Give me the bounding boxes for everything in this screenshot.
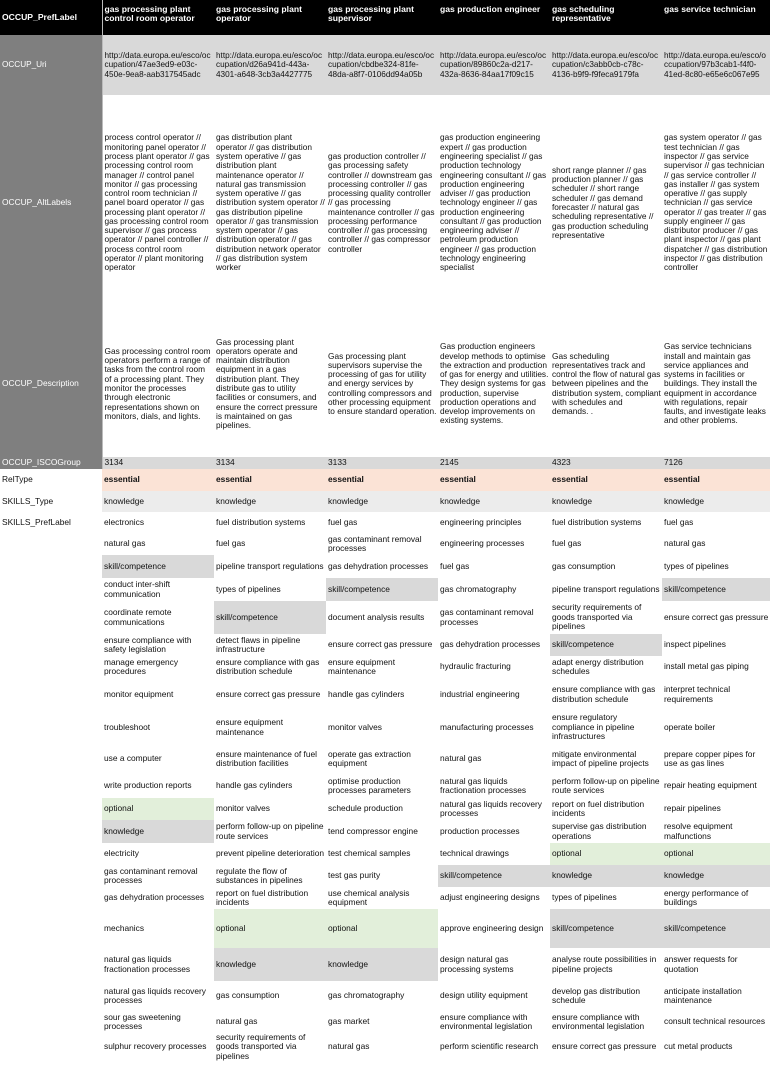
skill-cell: knowledge xyxy=(326,948,438,981)
skill-type: knowledge xyxy=(102,491,214,512)
skill-cell: skill/competence xyxy=(550,909,662,948)
skill-cell: design natural gas processing systems xyxy=(440,954,514,974)
skill-cell: types of pipelines xyxy=(216,583,281,594)
occupation-isco-group: 3134 xyxy=(102,457,214,469)
row-label-skills-pref xyxy=(0,865,102,887)
skill-row xyxy=(0,512,770,533)
skill-cell: security requirements of goods transported via pipelines xyxy=(216,1033,306,1061)
skill-cell: report on fuel distribution incidents xyxy=(216,887,309,907)
skill-cell: gas dehydration processes xyxy=(104,892,205,903)
skill-cell: skill/competence xyxy=(438,865,550,887)
skill-cell: natural gas xyxy=(216,1016,258,1027)
skill-cell: ensure compliance with gas distribution schedule xyxy=(552,684,656,704)
skill-cell: technical drawings xyxy=(440,848,509,859)
skill-cell: ensure compliance with gas distribution schedule xyxy=(216,656,320,676)
occupation-description: Gas processing control room operators perform a range of tasks from the control room of a processing plant. They monitor the processes through electronic representations shown on monitors, dials, and lights. xyxy=(102,311,214,457)
skill-cell: hydraulic fracturing xyxy=(440,661,511,672)
skill-cell: gas contaminant removal processes xyxy=(328,533,422,553)
skill-cell: handle gas cylinders xyxy=(216,780,293,791)
skill-cell: manufacturing processes xyxy=(440,721,534,732)
isco-row xyxy=(0,457,770,469)
skill-cell: natural gas liquids fractionation processes xyxy=(104,954,191,974)
skill-cell: knowledge xyxy=(550,865,662,887)
skill-cell: types of pipelines xyxy=(664,560,729,571)
occupation-pref-label: gas production engineer xyxy=(438,0,550,35)
skill-cell: consult technical resources xyxy=(664,1016,766,1027)
skill-cell: production processes xyxy=(440,825,520,836)
skill-cell: schedule production xyxy=(328,803,403,814)
occupation-uri: http://data.europa.eu/esco/occupation/d26a941d-443a-4301-a648-3cb3a4427775 xyxy=(214,35,326,95)
row-label-skills-pref xyxy=(0,678,102,711)
skill-cell: mitigate environmental impact of pipeline projects xyxy=(552,748,649,768)
skill-row xyxy=(0,887,770,909)
skill-row xyxy=(0,744,770,774)
skill-cell: mechanics xyxy=(104,922,145,933)
skill-cell: gas dehydration processes xyxy=(440,639,541,650)
skill-cell: skill/competence xyxy=(662,909,770,948)
row-label-skills-pref xyxy=(0,1011,102,1033)
reltype-row xyxy=(0,469,770,491)
skills-type-row xyxy=(0,491,770,512)
skill-cell: prevent pipeline deterioration xyxy=(216,848,325,859)
skill-cell: prepare copper pipes for use as gas lines xyxy=(664,748,756,768)
skill-type: knowledge xyxy=(438,491,550,512)
skill-cell: fuel gas xyxy=(328,516,358,527)
row-label-skills-pref xyxy=(0,711,102,744)
occupation-pref-label: gas processing plant control room operator xyxy=(102,0,214,35)
skill-cell: analyse route possibilities in pipeline projects xyxy=(552,954,657,974)
skill-cell: gas chromatography xyxy=(440,583,517,594)
skill-cell: resolve equipment malfunctions xyxy=(664,821,733,841)
occupation-uri: http://data.europa.eu/esco/occupation/89860c2a-d217-432a-8636-84aa17f09c15 xyxy=(438,35,550,95)
skill-cell: energy performance of buildings xyxy=(664,887,749,907)
skill-cell: electronics xyxy=(104,516,145,527)
skill-cell: operate boiler xyxy=(664,721,716,732)
relation-type: essential xyxy=(326,469,438,491)
skill-row xyxy=(0,1011,770,1033)
skill-cell: troubleshoot xyxy=(104,721,151,732)
occupation-uri: http://data.europa.eu/esco/occupation/cbdbe324-81fe-48da-a8f7-0106dd94a05b xyxy=(326,35,438,95)
skill-cell: design utility equipment xyxy=(440,990,528,1001)
skill-row xyxy=(0,656,770,678)
skill-cell: fuel gas xyxy=(216,538,246,549)
occupation-description: Gas processing plant supervisors supervise the processing of gas for utility and energy services by controlling compressors and other processing equipment to ensure standard operation. xyxy=(326,311,438,457)
skill-type: knowledge xyxy=(326,491,438,512)
skill-cell: natural gas xyxy=(440,753,482,764)
skill-cell: test chemical samples xyxy=(328,848,411,859)
row-label-skills-pref xyxy=(0,774,102,798)
skill-row xyxy=(0,909,770,948)
skill-row xyxy=(0,820,770,843)
skill-cell: monitor equipment xyxy=(104,688,174,699)
occupation-alt-labels: gas production controller // gas processing safety controller // downstream gas processing controller // gas processing quality controller // gas processing maintenance controller // gas processing performance controller // gas processing controller // gas compressor controller xyxy=(326,95,438,311)
skill-cell: document analysis results xyxy=(328,611,425,622)
skill-cell: develop gas distribution schedule xyxy=(552,985,640,1005)
row-label-skills-pref xyxy=(0,634,102,656)
skill-cell: regulate the flow of substances in pipelines xyxy=(216,865,303,885)
row-label-skills-pref xyxy=(0,820,102,843)
skill-cell: gas contaminant removal processes xyxy=(104,865,198,885)
row-label-stype: SKILLS_Type xyxy=(0,491,102,512)
skill-cell: gas consumption xyxy=(552,560,616,571)
skill-cell: industrial engineering xyxy=(440,688,520,699)
relation-type: essential xyxy=(550,469,662,491)
relation-type: essential xyxy=(102,469,214,491)
skill-row xyxy=(0,601,770,634)
skill-cell: operate gas extraction equipment xyxy=(328,748,411,768)
row-label-skills-pref: SKILLS_PrefLabel xyxy=(0,512,102,533)
skill-cell: engineering processes xyxy=(440,538,525,549)
skill-cell: detect flaws in pipeline infrastructure xyxy=(216,634,301,654)
row-label-skills-pref xyxy=(0,887,102,909)
skill-type: knowledge xyxy=(662,491,770,512)
relation-type: essential xyxy=(214,469,326,491)
skill-cell: ensure correct gas pressure xyxy=(664,611,769,622)
skill-cell: engineering principles xyxy=(440,516,522,527)
row-label-pref: OCCUP_PrefLabel xyxy=(0,0,102,35)
skill-cell: pipeline transport regulations xyxy=(552,583,660,594)
skill-cell: fuel distribution systems xyxy=(552,516,642,527)
skill-cell: natural gas xyxy=(104,538,146,549)
row-label-rel: RelType xyxy=(0,469,102,491)
occupation-description: Gas service technicians install and maintain gas service appliances and systems in facilities or buildings. They install the equipment in accordance with regulations, repair faults, and investigate leaks and other problems. xyxy=(662,311,770,457)
occupation-uri: http://data.europa.eu/esco/occupation/47ae3ed9-e03c-450e-9ea8-aab317545adc xyxy=(102,35,214,95)
skill-cell: answer requests for quotation xyxy=(664,954,738,974)
skill-cell: optional xyxy=(214,909,326,948)
skill-row xyxy=(0,948,770,981)
skill-cell: natural gas xyxy=(328,1041,370,1052)
skill-cell: ensure equipment maintenance xyxy=(216,717,284,737)
skill-cell: skill/competence xyxy=(214,601,326,634)
skill-cell: pipeline transport regulations xyxy=(216,560,324,571)
skill-row xyxy=(0,798,770,820)
skill-cell: skill/competence xyxy=(102,555,214,578)
row-label-skills-pref xyxy=(0,843,102,865)
skill-cell: tend compressor engine xyxy=(328,825,418,836)
skill-cell: gas market xyxy=(328,1016,370,1027)
skill-cell: ensure maintenance of fuel distribution facilities xyxy=(216,748,318,768)
occupation-uri: http://data.europa.eu/esco/occupation/c3abb0cb-c78c-4136-b9f9-f9feca9179fa xyxy=(550,35,662,95)
skill-cell: security requirements of goods transported via pipelines xyxy=(552,602,642,632)
skill-cell: ensure correct gas pressure xyxy=(328,639,433,650)
skill-cell: optional xyxy=(326,909,438,948)
occupation-isco-group: 2145 xyxy=(438,457,550,469)
skill-cell: fuel gas xyxy=(664,516,694,527)
skill-cell: conduct inter-shift communication xyxy=(104,579,171,599)
skill-cell: ensure compliance with safety legislation xyxy=(104,634,192,654)
skill-cell: gas contaminant removal processes xyxy=(440,607,534,627)
occupation-isco-group: 3134 xyxy=(214,457,326,469)
skill-cell: manage emergency procedures xyxy=(104,656,179,676)
skill-cell: interpret technical requirements xyxy=(664,684,731,704)
skill-cell: cut metal products xyxy=(664,1041,733,1052)
skill-cell: monitor valves xyxy=(216,803,270,814)
skill-cell: adapt energy distribution schedules xyxy=(552,656,644,676)
occupation-isco-group: 4323 xyxy=(550,457,662,469)
skill-cell: install metal gas piping xyxy=(664,661,749,672)
relation-type: essential xyxy=(438,469,550,491)
occupation-pref-label: gas processing plant supervisor xyxy=(326,0,438,35)
description-row xyxy=(0,311,770,457)
skill-cell: adjust engineering designs xyxy=(440,892,540,903)
row-label-isco: OCCUP_ISCOGroup xyxy=(0,457,102,469)
skill-cell: gas dehydration processes xyxy=(328,560,429,571)
skill-cell: use a computer xyxy=(104,753,162,764)
row-label-desc: OCCUP_Description xyxy=(0,311,102,457)
skill-cell: optional xyxy=(662,843,770,865)
skill-cell: approve engineering design xyxy=(440,922,544,933)
skill-cell: anticipate installation maintenance xyxy=(664,985,742,1005)
skill-row xyxy=(0,678,770,711)
skill-cell: skill/competence xyxy=(550,634,662,656)
skill-row xyxy=(0,634,770,656)
skill-cell: natural gas xyxy=(664,538,706,549)
skill-cell: fuel gas xyxy=(440,560,470,571)
skill-row xyxy=(0,1033,770,1061)
occupation-description: Gas scheduling representatives track and control the flow of natural gas between pipelines and the distribution system, compliant with schedules and demands. . xyxy=(550,311,662,457)
row-label-skills-pref xyxy=(0,1033,102,1061)
relation-type: essential xyxy=(662,469,770,491)
row-label-skills-pref xyxy=(0,798,102,820)
occupation-isco-group: 7126 xyxy=(662,457,770,469)
uri-row xyxy=(0,35,770,95)
skill-cell: sulphur recovery processes xyxy=(104,1041,207,1052)
skill-cell: repair pipelines xyxy=(664,803,721,814)
skill-cell: perform scientific research xyxy=(440,1041,539,1052)
skill-cell: use chemical analysis equipment xyxy=(328,887,410,907)
row-label-skills-pref xyxy=(0,601,102,634)
skill-cell: fuel gas xyxy=(552,538,582,549)
skill-cell: perform follow-up on pipeline route services xyxy=(216,821,324,841)
skill-cell: write production reports xyxy=(104,780,192,791)
row-label-skills-pref xyxy=(0,948,102,981)
skill-cell: ensure compliance with environmental legislation xyxy=(552,1011,645,1031)
row-label-skills-pref xyxy=(0,533,102,555)
row-label-skills-pref xyxy=(0,656,102,678)
skill-cell: repair heating equipment xyxy=(664,780,757,791)
skill-cell: fuel distribution systems xyxy=(216,516,306,527)
row-label-skills-pref xyxy=(0,909,102,948)
skill-row xyxy=(0,533,770,555)
row-label-uri: OCCUP_Uri xyxy=(0,35,102,95)
skill-cell: optional xyxy=(102,798,214,820)
skill-cell: optional xyxy=(550,843,662,865)
skill-cell: types of pipelines xyxy=(552,892,617,903)
skill-row xyxy=(0,711,770,744)
skill-cell: gas consumption xyxy=(216,990,280,1001)
skill-cell: natural gas liquids recovery processes xyxy=(104,985,206,1005)
skill-cell: ensure correct gas pressure xyxy=(216,688,321,699)
skill-cell: coordinate remote communications xyxy=(104,607,172,627)
row-label-alt: OCCUP_AltLabels xyxy=(0,95,102,311)
row-label-skills-pref xyxy=(0,744,102,774)
row-label-skills-pref xyxy=(0,981,102,1011)
skill-row xyxy=(0,843,770,865)
skill-cell: skill/competence xyxy=(662,578,770,601)
skill-cell: monitor valves xyxy=(328,721,382,732)
skill-row xyxy=(0,555,770,578)
skill-cell: natural gas liquids recovery processes xyxy=(440,798,542,818)
skill-cell: ensure correct gas pressure xyxy=(552,1041,657,1052)
occupation-alt-labels: short range planner // gas production planner // gas scheduler // short range scheduler // gas demand forecaster // natural gas scheduling representative // gas production scheduling representative xyxy=(550,95,662,311)
skill-cell: report on fuel distribution incidents xyxy=(552,798,645,818)
skill-cell: perform follow-up on pipeline route services xyxy=(552,775,660,795)
skill-cell: knowledge xyxy=(214,948,326,981)
skill-type: knowledge xyxy=(214,491,326,512)
occupation-description: Gas production engineers develop methods to optimise the extraction and production of gas for energy and utilities. They design systems for gas production, supervise production operations and develop improvements on existing systems. xyxy=(438,311,550,457)
header-row xyxy=(0,0,770,35)
skill-cell: test gas purity xyxy=(328,870,381,881)
skill-cell: ensure equipment maintenance xyxy=(328,656,396,676)
skill-row xyxy=(0,578,770,601)
skill-cell: electricity xyxy=(104,848,139,859)
occupation-alt-labels: gas distribution plant operator // gas distribution system operative // gas distribution plant maintenance operator // natural gas transmission system operative // gas distribution system operator // gas distribution pipeline operator // gas transmission system operator // gas distribution operator // gas distribution network operator // gas distribution system worker xyxy=(214,95,326,311)
skill-cell: ensure regulatory compliance in pipeline infrastructures xyxy=(552,712,635,742)
occupation-uri: http://data.europa.eu/esco/occupation/97b3cab1-f4f0-41ed-8c80-e65e6c067e95 xyxy=(662,35,770,95)
occupation-alt-labels: gas system operator // gas test technician // gas inspector // gas service supervisor // gas technician // gas service controller // gas installer // gas system operative // gas supply technician // gas service operator // gas treater // gas supply engineer // gas distributor producer // gas plant inspector // gas plant dispatcher // gas distribution inspector // gas distribution controller xyxy=(662,95,770,311)
skill-cell: natural gas liquids fractionation processes xyxy=(440,775,527,795)
skill-cell: supervise gas distribution operations xyxy=(552,821,647,841)
skill-cell: skill/competence xyxy=(326,578,438,601)
skill-cell: knowledge xyxy=(662,865,770,887)
skill-cell: handle gas cylinders xyxy=(328,688,405,699)
occupation-pref-label: gas scheduling representative xyxy=(550,0,662,35)
row-label-skills-pref xyxy=(0,555,102,578)
occupation-description: Gas processing plant operators operate and maintain distribution equipment in a gas distribution plant. They distribute gas to utility facilities or consumers, and ensure the correct pressure is maintained on gas pipelines. xyxy=(214,311,326,457)
skill-type: knowledge xyxy=(550,491,662,512)
skill-row xyxy=(0,981,770,1011)
skill-cell: ensure compliance with environmental legislation xyxy=(440,1011,533,1031)
skill-cell: knowledge xyxy=(102,820,214,843)
skill-cell: inspect pipelines xyxy=(664,639,726,650)
occupation-alt-labels: process control operator // monitoring panel operator // process plant operator // gas processing control room manager // control panel monitor // gas processing control room technician // panel board operator // gas processing plant operator // gas processing control room supervisor // gas process operator // panel controller // process control room operator // plant monitoring operator xyxy=(102,95,214,311)
occupation-alt-labels: gas production engineering expert // gas production engineering specialist // gas production technology engineering consultant // gas production engineering adviser // gas production technology engineer // gas production engineering consultant // gas production engineering adviser // petroleum production engineer // gas production technology engineering specialist xyxy=(438,95,550,311)
skill-row xyxy=(0,865,770,887)
occupation-pref-label: gas processing plant operator xyxy=(214,0,326,35)
skill-row xyxy=(0,774,770,798)
occupation-isco-group: 3133 xyxy=(326,457,438,469)
skill-cell: sour gas sweetening processes xyxy=(104,1011,181,1031)
alt-labels-row xyxy=(0,95,770,311)
skill-cell: optimise production processes parameters xyxy=(328,775,411,795)
skill-cell: gas chromatography xyxy=(328,990,405,1001)
row-label-skills-pref xyxy=(0,578,102,601)
occupation-pref-label: gas service technician xyxy=(662,0,770,35)
